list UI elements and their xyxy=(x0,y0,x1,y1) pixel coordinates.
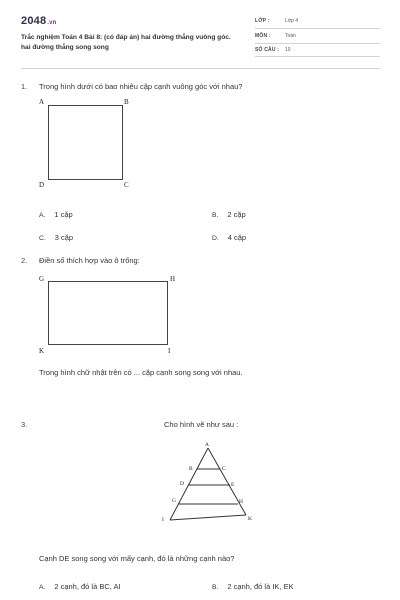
question-3-statement: Cạnh DE song song với mấy cạnh, đó là những cạnh nào? xyxy=(39,554,235,563)
vertex-label: H xyxy=(170,275,176,283)
vertex-label: G xyxy=(39,275,45,283)
option-c[interactable] xyxy=(39,227,73,245)
logo-suffix: .vn xyxy=(47,20,57,26)
option-letter: A. xyxy=(39,584,46,591)
meta-class-label: LỚP : xyxy=(255,18,270,24)
logo-text: 2048 xyxy=(21,15,47,27)
vertex-label: D xyxy=(39,181,45,189)
option-text: 2 cặp xyxy=(227,210,246,219)
vertex-label: I xyxy=(162,517,164,523)
triangle-base xyxy=(170,515,246,520)
vertex-label: E xyxy=(231,482,235,488)
meta-divider xyxy=(255,56,380,57)
document-title: Trắc nghiệm Toán 4 Bài 8: (có đáp án) hai đường thẳng vuông góc. hai đường thẳng song song xyxy=(21,34,231,51)
option-d[interactable] xyxy=(212,227,246,245)
meta-divider xyxy=(255,43,380,44)
vertex-label: D xyxy=(180,481,184,487)
option-text: 3 cặp xyxy=(54,233,74,242)
vertex-label: H xyxy=(239,499,243,505)
meta-divider xyxy=(255,28,380,29)
option-b[interactable] xyxy=(212,204,246,222)
vertex-label: C xyxy=(222,466,226,472)
vertex-label: B xyxy=(124,98,129,106)
option-text: 2 cạnh, đó là BC, AI xyxy=(54,582,121,591)
meta-class-value: Lớp 4 xyxy=(285,18,299,24)
vertex-label: B xyxy=(189,466,193,472)
meta-count-value: 10 xyxy=(285,47,291,53)
option-letter: B. xyxy=(212,212,219,219)
question-1-number: 1. xyxy=(21,82,28,91)
option-letter: A. xyxy=(39,212,46,219)
meta-subject-label: MÔN : xyxy=(255,33,271,39)
option-letter: C. xyxy=(39,235,46,242)
option-text: 1 cặp xyxy=(54,210,73,219)
vertex-label: K xyxy=(39,347,45,355)
vertex-label: A xyxy=(205,442,209,448)
question-2-text: Điền số thích hợp vào ô trống: xyxy=(39,256,140,265)
triangle-side xyxy=(170,448,208,520)
question-2-statement: Trong hình chữ nhật trên có ... cặp cạnh song song với nhau. xyxy=(39,368,243,377)
question-3-number: 3. xyxy=(21,420,28,429)
option-b[interactable] xyxy=(212,576,294,594)
vertex-label: K xyxy=(248,516,252,522)
triangle-figure xyxy=(160,438,260,526)
vertex-label: G xyxy=(172,498,176,504)
meta-count-label: SỐ CÂU : xyxy=(255,47,280,53)
vertex-label: C xyxy=(124,181,129,189)
option-text: 2 cạnh, đó là IK, EK xyxy=(227,582,294,591)
square-figure xyxy=(48,105,123,180)
meta-subject-value: Toán xyxy=(285,33,296,39)
question-3-text: Cho hình vẽ như sau : xyxy=(164,420,239,429)
option-a[interactable] xyxy=(39,204,73,222)
header-separator xyxy=(21,68,380,69)
vertex-label: I xyxy=(168,347,171,355)
vertex-label: A xyxy=(39,98,45,106)
option-text: 4 cặp xyxy=(227,233,247,242)
option-letter: D. xyxy=(212,235,219,242)
question-2-number: 2. xyxy=(21,256,28,265)
rectangle-figure xyxy=(48,281,168,345)
option-letter: B. xyxy=(212,584,219,591)
option-a[interactable] xyxy=(39,576,121,594)
question-1-text: Trong hình dưới có bao nhiêu cặp cạnh vuông góc với nhau? xyxy=(39,82,243,91)
site-logo[interactable] xyxy=(21,15,57,27)
